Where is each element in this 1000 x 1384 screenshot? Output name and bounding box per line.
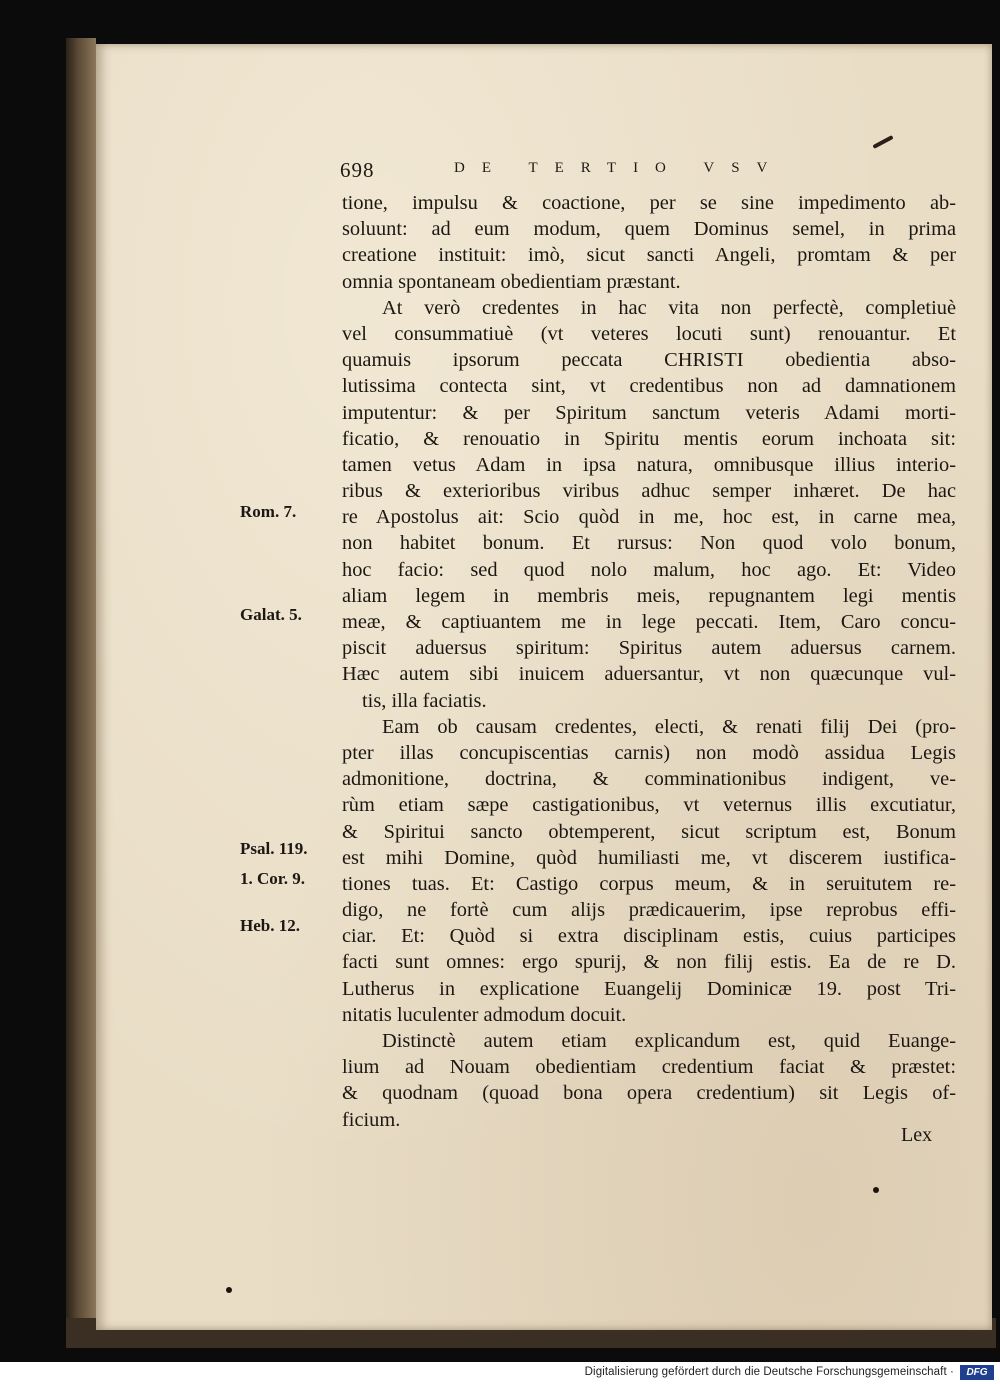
ink-spot	[226, 1287, 232, 1293]
text-line: non habitet bonum. Et rursus: Non quod volo bonum,	[342, 532, 956, 555]
text-line: ficatio, & renouatio in Spiritu mentis eorum inchoata sit:	[342, 427, 956, 450]
text-line: Hæc autem sibi inuicem aduersantur, vt non quæcunque vul-	[342, 663, 956, 686]
funding-credit: Digitalisierung gefördert durch die Deutsche Forschungsgemeinschaft ·	[584, 1366, 954, 1378]
text-line: ficium.	[342, 1108, 401, 1131]
paragraph-start-line: At verò credentes in hac vita non perfectè, completiuè	[382, 296, 956, 319]
paragraph-start-line: Eam ob causam credentes, electi, & renati filij Dei (pro-	[382, 715, 956, 738]
text-line: meæ, & captiuantem me in lege peccati. Item, Caro concu-	[342, 611, 956, 633]
text-line: & Spiritui sancto obtemperent, sicut scriptum est, Bonum	[342, 820, 956, 843]
digitization-footer	[0, 1362, 1000, 1384]
text-line: tamen vetus Adam in ipsa natura, omnibusque illius interio-	[342, 453, 956, 476]
marginal-note-psal: Psal. 119.	[240, 839, 308, 858]
text-line: lium ad Nouam obedientiam credentium faciat & præstet:	[342, 1056, 956, 1079]
text-line: aliam legem in membris meis, repugnantem legi mentis	[342, 584, 956, 607]
text-line: omnia spontaneam obedientiam præstant.	[342, 270, 681, 293]
running-title: DE TERTIO VSV	[454, 160, 785, 176]
text-line: ribus & exterioribus viribus adhuc semper inhæret. De hac	[342, 480, 956, 503]
text-line: lutissima contecta sint, vt credentibus non ad damnationem	[342, 375, 956, 398]
text-line: nitatis luculenter admodum docuit.	[342, 1003, 627, 1026]
text-line: creatione instituit: imò, sicut sancti Angeli, promtam & per	[342, 244, 956, 267]
dfg-logo: DFG	[960, 1365, 994, 1380]
page-number: 698	[340, 158, 375, 182]
text-line: digo, ne fortè cum alijs prædicauerim, ipse reprobus effi-	[342, 899, 956, 922]
text-line: piscit aduersus spiritum: Spiritus autem aduersus carnem.	[342, 637, 956, 660]
paragraph-start-line: Distinctè autem etiam explicandum est, quid Euange-	[382, 1030, 956, 1052]
text-line: tiones tuas. Et: Castigo corpus meum, & in seruitutem re-	[342, 872, 956, 895]
text-line: re Apostolus ait: Scio quòd in me, hoc est, in carne mea,	[342, 506, 956, 529]
marginal-note-cor: 1. Cor. 9.	[240, 869, 306, 888]
marginal-note-heb: Heb. 12.	[240, 916, 300, 935]
marginal-note-galat: Galat. 5.	[240, 605, 302, 624]
text-line: ciar. Et: Quòd si extra disciplinam estis, cuius participes	[342, 925, 956, 948]
text-line: facti sunt omnes: ergo spurij, & non filij estis. Ea de re D.	[342, 951, 956, 974]
text-line: soluunt: ad eum modum, quem Dominus semel, in prima	[342, 218, 956, 241]
marginal-note-rom: Rom. 7.	[240, 502, 297, 521]
text-line: tione, impulsu & coactione, per se sine impedimento ab-	[342, 192, 956, 214]
text-line: tis, illa faciatis.	[362, 689, 487, 712]
text-line: hoc facio: sed quod nolo malum, hoc ago. Et: Video	[342, 558, 956, 581]
page-header	[340, 158, 960, 188]
text-line: imputentur: & per Spiritum sanctum veteris Adami morti-	[342, 401, 956, 424]
body-text	[342, 190, 956, 1133]
text-line: vel consummatiuè (vt veteres locuti sunt) renouantur. Et	[342, 322, 956, 345]
book-edge	[66, 38, 96, 1348]
ink-spot	[873, 1187, 879, 1193]
text-line: rùm etiam sæpe castigationibus, vt veternus illis excutiatur,	[342, 794, 956, 817]
text-line: quamuis ipsorum peccata CHRISTI obedientia abso-	[342, 349, 956, 372]
text-line: pter illas concupiscentias carnis) non modò assidua Legis	[342, 741, 956, 764]
text-line: est mihi Domine, quòd humiliasti me, vt discerem iustifica-	[342, 846, 956, 869]
catchword: Lex	[901, 1124, 933, 1146]
text-line: admonitione, doctrina, & comminationibus indigent, ve-	[342, 768, 956, 791]
text-line: Lutherus in explicatione Euangelij Dominicæ 19. post Tri-	[342, 977, 956, 1000]
text-line: & quodnam (quoad bona opera credentium) sit Legis of-	[342, 1082, 956, 1105]
